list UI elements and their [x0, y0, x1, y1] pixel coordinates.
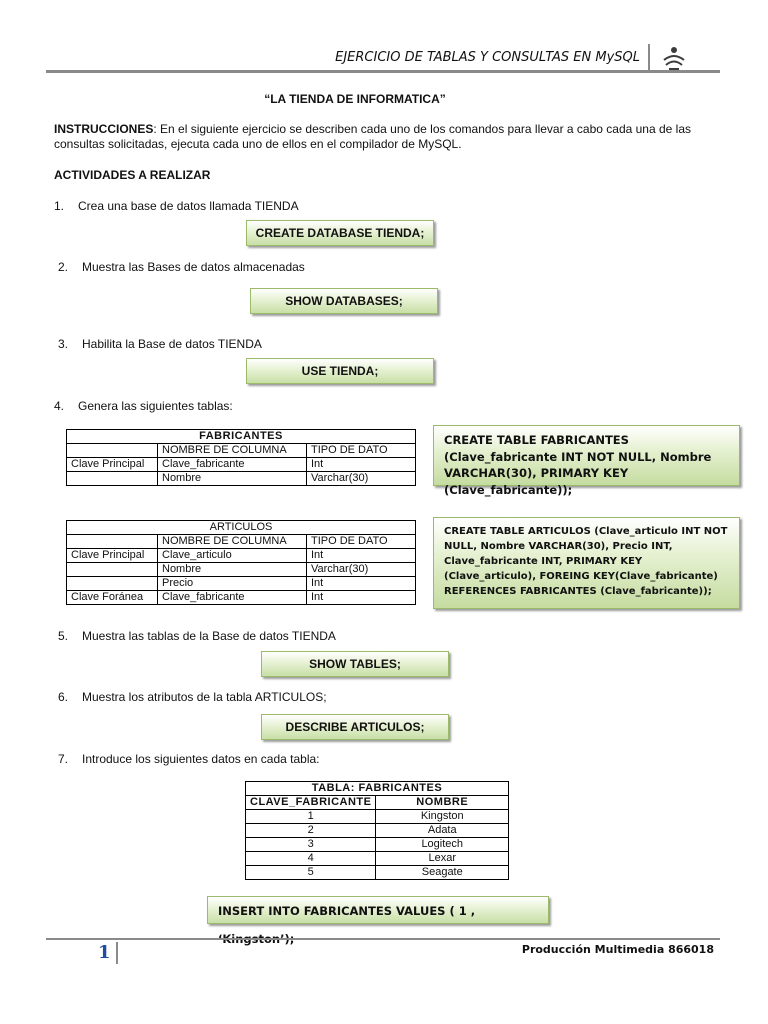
table-cell: 3 [246, 838, 376, 852]
header-title: EJERCICIO DE TABLAS Y CONSULTAS EN MySQL [335, 50, 640, 65]
fabricantes-data-table [245, 781, 509, 880]
step-number: 1. [54, 199, 65, 213]
table-cell: Clave_articulo [158, 549, 307, 563]
footer-rule [46, 938, 720, 940]
instructions-label: INSTRUCCIONES [54, 122, 154, 136]
step-4 [54, 399, 233, 413]
table-row [246, 824, 509, 838]
table-row [67, 458, 416, 472]
step-7 [58, 752, 320, 766]
command-create-database: CREATE DATABASE TIENDA; [246, 220, 434, 246]
table-title: FABRICANTES [67, 430, 416, 444]
table-cell: Nombre [158, 563, 307, 577]
table-cell: Clave_fabricante [158, 458, 307, 472]
table-cell: Varchar(30) [307, 563, 416, 577]
page-separator [116, 942, 118, 964]
table-cell: Int [307, 591, 416, 605]
table-header: TIPO DE DATO [307, 535, 416, 549]
header-separator [648, 44, 650, 72]
step-6 [58, 690, 327, 704]
step-text: Crea una base de datos llamada TIENDA [78, 199, 299, 213]
table-cell: Int [307, 577, 416, 591]
document-title: “LA TIENDA DE INFORMATICA” [264, 92, 446, 106]
command-show-tables: SHOW TABLES; [261, 651, 449, 677]
table-cell: Adata [376, 824, 509, 838]
command-show-databases: SHOW DATABASES; [250, 288, 438, 314]
table-row [67, 563, 416, 577]
table-row [246, 838, 509, 852]
table-cell: Clave_fabricante [158, 591, 307, 605]
footer-text: Producción Multimedia 866018 [521, 943, 714, 956]
table-cell [67, 563, 158, 577]
table-cell: Varchar(30) [307, 472, 416, 486]
step-text: Habilita la Base de datos TIENDA [82, 337, 262, 351]
table-header [67, 535, 158, 549]
step-1 [54, 199, 299, 213]
table-cell: Clave Principal [67, 458, 158, 472]
table-title: ARTICULOS [67, 521, 416, 535]
table-cell: 4 [246, 852, 376, 866]
table-row [67, 549, 416, 563]
table-cell: Clave Principal [67, 549, 158, 563]
instructions [54, 122, 694, 152]
step-text: Introduce los siguientes datos en cada tabla: [82, 752, 320, 766]
fabricantes-schema-table [66, 429, 416, 486]
step-2 [58, 260, 305, 274]
step-3 [58, 337, 262, 351]
table-row [67, 472, 416, 486]
table-cell: Nombre [158, 472, 307, 486]
instructions-text: : En el siguiente ejercicio se describen cada uno de los comandos para llevar a cabo cada una de las consultas solicitadas, ejecuta cada uno de ellos en el compilador de MySQL. [54, 122, 692, 151]
step-text: Muestra las tablas de la Base de datos TIENDA [82, 629, 336, 643]
table-cell: Int [307, 458, 416, 472]
table-cell: Precio [158, 577, 307, 591]
command-create-fabricantes: CREATE TABLE FABRICANTES (Clave_fabricante INT NOT NULL, Nombre VARCHAR(30), PRIMARY KEY (Clave_fabricante)); [433, 425, 740, 486]
step-number: 6. [58, 690, 69, 704]
step-text: Muestra las Bases de datos almacenadas [82, 260, 305, 274]
table-cell [67, 472, 158, 486]
table-row [67, 591, 416, 605]
step-5 [58, 629, 336, 643]
table-row [246, 866, 509, 880]
activities-heading: ACTIVIDADES A REALIZAR [54, 168, 211, 182]
table-cell: Logitech [376, 838, 509, 852]
table-cell: 5 [246, 866, 376, 880]
table-cell: 1 [246, 810, 376, 824]
table-cell: Int [307, 549, 416, 563]
table-header [67, 444, 158, 458]
table-cell: 2 [246, 824, 376, 838]
table-cell: Kingston [376, 810, 509, 824]
table-cell: Seagate [376, 866, 509, 880]
step-number: 3. [58, 337, 69, 351]
table-cell: Lexar [376, 852, 509, 866]
table-row [67, 577, 416, 591]
step-number: 5. [58, 629, 69, 643]
table-header: NOMBRE [376, 796, 509, 810]
step-number: 7. [58, 752, 69, 766]
table-header: TIPO DE DATO [307, 444, 416, 458]
command-insert-fabricantes: INSERT INTO FABRICANTES VALUES ( 1 , [207, 896, 549, 924]
table-row [246, 810, 509, 824]
step-text: Genera las siguientes tablas: [78, 399, 233, 413]
table-title: TABLA: FABRICANTES [246, 782, 509, 796]
command-describe-articulos: DESCRIBE ARTICULOS; [261, 714, 449, 740]
table-header: NOMBRE DE COLUMNA [158, 535, 307, 549]
step-text: Muestra los atributos de la tabla ARTICULOS; [82, 690, 327, 704]
table-header: NOMBRE DE COLUMNA [158, 444, 307, 458]
command-create-articulos: CREATE TABLE ARTICULOS (Clave_articulo INT NOT NULL, Nombre VARCHAR(30), Precio INT, Clave_fabricante INT, PRIMARY KEY (Clave_articulo), FOREING KEY(Clave_fabricante) REFERENCES FABRICANTES (Clave_fabricante)); [433, 517, 740, 609]
command-use-tienda: USE TIENDA; [246, 358, 434, 384]
table-cell [67, 577, 158, 591]
articulos-schema-table [66, 520, 416, 605]
header-rule [46, 70, 720, 73]
table-row [246, 852, 509, 866]
step-number: 2. [58, 260, 69, 274]
table-header: CLAVE_FABRICANTE [246, 796, 376, 810]
table-cell: Clave Foránea [67, 591, 158, 605]
step-number: 4. [54, 399, 65, 413]
page-number: 1 [98, 942, 111, 963]
sena-logo-icon [660, 44, 688, 72]
